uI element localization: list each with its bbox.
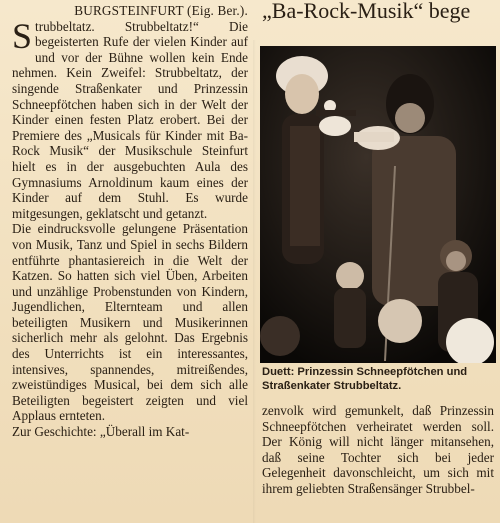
column-gutter	[253, 40, 256, 523]
article-column-right: zenvolk wird gemunkelt, daß Prinzessin Schneepfötchen verheiratet werden soll. Der König will nicht länger mitansehen, daß seine Tochter sich bei jeder Gelegenheit davonschleicht, um sich mit ihrem geliebten Straßensänger Strubbel-	[262, 403, 494, 496]
article-column-left	[12, 3, 248, 440]
lead-paragraph	[12, 15, 248, 222]
dateline: BURGSTEINFURT (Eig. Ber.).	[74, 3, 248, 18]
photo-caption: Duett: Prinzessin Schneepfötchen und Straßenkater Strubbeltatz.	[262, 366, 468, 392]
body-paragraph-2: Die eindrucksvolle gelungene Präsentation von Musik, Tanz und Spiel in sechs Bildern entführte phantasiereich in die Welt der Katzen. So hatten sich viel Üben, Arbeiten und unzählige Probenstunden von Kindern, Jugendlichen, Elternteam und allen beteiligten Musikern und Musikerinnen sicherlich mehr als gelohnt. Das Ergebnis des Unterrichts ist ein interessantes, intensives, spannendes, mitreißendes, zweistündiges Musical, bei dem sich alle Beteiligten begeistert zeigten und viel Applaus ernteten.	[12, 221, 248, 424]
drop-cap: S	[12, 15, 33, 56]
body-paragraph-3: Zur Geschichte: „Überall im Kat-	[12, 424, 190, 440]
photo-illustration	[260, 46, 496, 363]
lead-text: trubbeltatz. Strubbeltatz!“ Die begeisterten Rufe der vielen Kinder auf und vor der Bühne wollen kein Ende nehmen. Kein Zweifel: Strubbeltatz, der singende Straßenkater und Prinzessin Schneepfötchen haben sich in der Welt der Kinder einen festen Platz erobert. Bei der Premiere des „Musicals für Kinder mit Ba-Rock Musik“ der Musikschule Steinfurt hielt es in der ausgebuchten Aula des Gymnasiums Arnoldinum kaum eines der Kinder auf dem Stuhl. Es wurde mitgesungen, geklatscht und getanzt.	[12, 18, 248, 221]
duet-photo	[260, 46, 496, 363]
headline: „Ba-Rock-Musik“ bege	[262, 0, 471, 23]
